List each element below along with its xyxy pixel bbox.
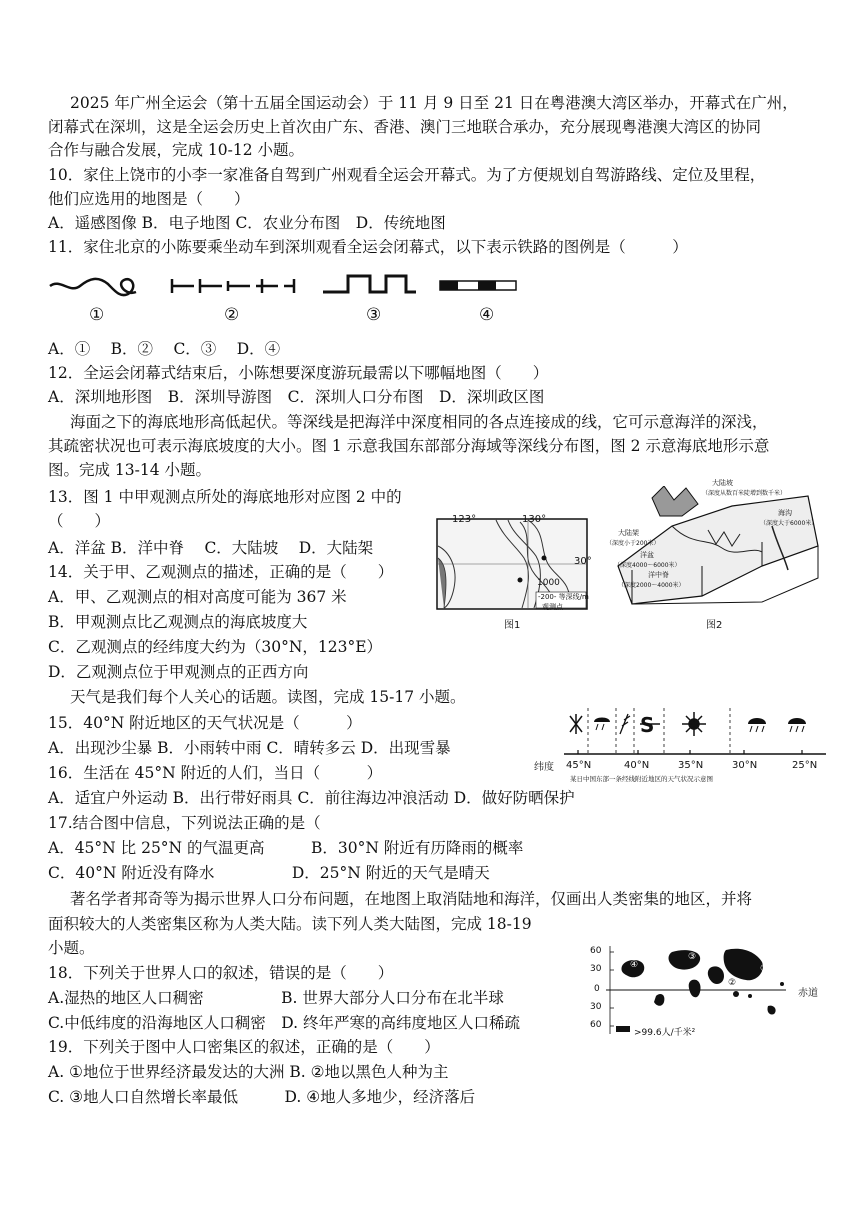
q10-options: A．遥感图像 B．电子地图 C．农业分布图 D．传统地图 — [48, 214, 446, 232]
q19-options-2: C. ③地人口自然增长率最低 D. ④地人多地少，经济落后 — [48, 1088, 476, 1106]
q13-stem-1: 13．图 1 中甲观测点所处的海底地形对应图 2 中的 — [48, 488, 402, 506]
fig2-shelf: 大陆架 — [618, 529, 639, 537]
pop-area-africa — [689, 980, 701, 998]
pop-lat-30n: 30 — [590, 964, 602, 974]
shower-icon — [748, 718, 766, 732]
pop-lat-60s: 60 — [590, 1020, 602, 1030]
fig2-caption: 图2 — [706, 620, 723, 631]
fig2-trench: 海沟 — [778, 509, 792, 517]
fig2-slope-note: （深度从数百米陡增到数千米） — [702, 490, 787, 497]
sandstorm-icon: S — [640, 713, 655, 737]
pop-legend-swatch — [616, 1026, 630, 1032]
q14-option-d: D．乙观测点位于甲观测点的正西方向 — [48, 663, 309, 681]
weather-tick-35: 35°N — [678, 760, 704, 771]
population-map — [606, 944, 806, 1036]
q15-stem: 15．40°N 附近地区的天气状况是（ ） — [48, 714, 362, 732]
shower-icon — [788, 718, 806, 732]
observation-point — [542, 556, 547, 561]
fig1-caption: 图1 — [504, 620, 521, 631]
fig2-ridge: 洋中脊 — [648, 571, 669, 579]
fig2-basin-note: （深度4000～6000米） — [614, 562, 681, 569]
intro2-line-1: 海面之下的海底地形高低起伏。等深线是把海洋中深度相同的各点连接成的线，它可示意海洋的深浅， — [70, 413, 768, 431]
intro2-line-2: 其疏密状况也可表示海底坡度的大小。图 1 示意我国东部部分海域等深线分布图，图 2 示意海底地形示意 — [48, 437, 770, 455]
q16-stem: 16．生活在 45°N 附近的人们，当日（ ） — [48, 764, 383, 782]
intro-line-1: 2025 年广州全运会（第十五届全国运动会）于 11 月 9 日至 21 日在粤港澳大湾区举办，开幕式在广州， — [70, 94, 798, 112]
weather-tick-25: 25°N — [792, 760, 818, 771]
q14-option-b: B．甲观测点比乙观测点的海底坡度大 — [48, 613, 308, 631]
fig1-legend-2: 观测点 — [542, 603, 563, 611]
fig2-seafloor-diagram — [612, 486, 822, 610]
q17-stem: 17.结合图中信息，下列说法正确的是（ — [48, 814, 321, 832]
fig2-shelf-note: （深度小于200米） — [606, 540, 660, 547]
q12-options: A．深圳地形图 B．深圳导游图 C．深圳人口分布图 D．深圳政区图 — [48, 388, 545, 406]
q14-option-c: C．乙观测点的经纬度大约为（30°N，123°E） — [48, 638, 383, 656]
q15-options: A．出现沙尘暴 B．小雨转中雨 C．晴转多云 D．出现雪暴 — [48, 739, 451, 757]
q18-stem: 18．下列关于世界人口的叙述，错误的是（ ） — [48, 964, 394, 982]
pop-marker-1: ① — [760, 964, 769, 974]
fig1-lat-30: 30° — [574, 556, 592, 567]
intro-line-2: 闭幕式在深圳，这是全运会历史上首次由广东、香港、澳门三地联合承办，充分展现粤港澳大湾区的协同 — [48, 118, 762, 136]
weather-caption: 某日中国东部一条经线附近地区的天气状况示意图 — [570, 775, 713, 783]
sun-icon — [682, 712, 706, 736]
observation-point — [518, 578, 523, 583]
intro4-line-1: 著名学者邦奇等为揭示世界人口分布问题，在地图上取消陆地和海洋，仅画出人类密集的地区，并将 — [70, 890, 753, 908]
q18-options-1: A.湿热的地区人口稠密 B. 世界大部分人口分布在北半球 — [48, 989, 504, 1007]
pop-marker-3: ③ — [688, 952, 697, 962]
intro4-line-3: 小题。 — [48, 939, 95, 957]
wind-icon — [620, 714, 630, 734]
rain-icon — [594, 718, 610, 731]
fig1-lon-130: 130° — [522, 514, 547, 525]
pop-marker-4: ④ — [630, 960, 639, 970]
continent-mountains — [652, 486, 698, 516]
q17-options-2: C．40°N 附近没有降水 D．25°N 附近的天气是晴天 — [48, 864, 490, 882]
pop-equator-label: 赤道 — [798, 988, 818, 999]
q11-options: A．① B．② C．③ D．④ — [48, 340, 281, 358]
fig1-lon-123: 123° — [452, 514, 477, 525]
q19-options-1: A. ①地位于世界经济最发达的大洲 B. ②地以黑色人种为主 — [48, 1063, 449, 1081]
fig2-trench-note: （深度大于6000米） — [760, 520, 818, 527]
pop-lat-0: 0 — [594, 984, 600, 994]
fig1-depth-label: 1000 — [537, 578, 560, 588]
q16-options: A．适宜户外运动 B．出行带好雨具 C．前往海边冲浪活动 D．做好防晒保护 — [48, 789, 575, 807]
intro-line-3: 合作与融合发展，完成 10-12 小题。 — [48, 141, 305, 159]
q18-options-2: C.中低纬度的沿海地区人口稠密 D. 终年严寒的高纬度地区人口稀疏 — [48, 1014, 520, 1032]
q14-stem: 14．关于甲、乙观测点的描述，正确的是（ ） — [48, 563, 394, 581]
pop-lat-30s: 30 — [590, 1002, 602, 1012]
q19-stem: 19．下列关于图中人口密集区的叙述，正确的是（ ） — [48, 1038, 440, 1056]
legend-symbol-3 — [323, 276, 416, 292]
legend-symbol-4 — [440, 281, 516, 290]
q10-stem-1: 10．家住上饶市的小李一家准备自驾到广州观看全运会开幕式。为了方便规划自驾游路线、定位及里程， — [48, 166, 766, 184]
fig1-legend: -200- 等深线/m — [538, 593, 589, 601]
q10-stem-2: 他们应选用的地图是（ ） — [48, 190, 250, 208]
fig2-slope: 大陆坡 — [712, 479, 733, 487]
legend-label-1: ① — [89, 305, 105, 325]
pop-marker-2: ② — [728, 978, 737, 988]
pop-lat-60n: 60 — [590, 946, 602, 956]
pop-area-east-asia — [724, 949, 763, 981]
fig2-basin: 洋盆 — [640, 551, 654, 559]
weather-tick-30: 30°N — [732, 760, 758, 771]
weather-tick-45: 45°N — [566, 760, 592, 771]
intro4-line-2: 面积较大的人类密集区称为人类大陆。读下列人类大陆图，完成 18-19 — [48, 915, 532, 933]
legend-symbol-2 — [172, 279, 294, 293]
legend-label-3: ③ — [366, 305, 382, 325]
intro3: 天气是我们每个人关心的话题。读图，完成 15-17 小题。 — [70, 688, 466, 706]
q13-options: A．洋盆 B．洋中脊 C．大陆坡 D．大陆架 — [48, 539, 374, 557]
pop-area-south-america — [654, 994, 664, 1006]
intro2-line-3: 图。完成 13-14 小题。 — [48, 461, 212, 479]
pop-legend: >99.6人/千米² — [634, 1028, 696, 1038]
q13-stem-2: （ ） — [48, 512, 111, 530]
q12-stem: 12．全运会闭幕式结束后，小陈想要深度游玩最需以下哪幅地图（ ） — [48, 364, 549, 382]
weather-axis-label: 纬度 — [534, 762, 554, 773]
legend-symbol-1 — [50, 279, 136, 295]
q17-options-1: A．45°N 比 25°N 的气温更高 B．30°N 附近有历降雨的概率 — [48, 839, 524, 857]
q14-option-a: A．甲、乙观测点的相对高度可能为 367 米 — [48, 588, 347, 606]
snowflake-icon — [570, 714, 582, 734]
weather-tick-40: 40°N — [624, 760, 650, 771]
legend-label-4: ④ — [479, 305, 495, 325]
legend-label-2: ② — [224, 305, 240, 325]
q11-stem: 11．家住北京的小陈要乘坐动车到深圳观看全运会闭幕式，以下表示铁路的图例是（ ） — [48, 238, 688, 256]
fig2-ridge-note: （深度2000～4000米） — [618, 582, 685, 589]
railway-legend-symbols — [48, 268, 518, 302]
pop-area-south-asia — [708, 966, 724, 984]
pop-area-australia — [767, 1006, 775, 1015]
